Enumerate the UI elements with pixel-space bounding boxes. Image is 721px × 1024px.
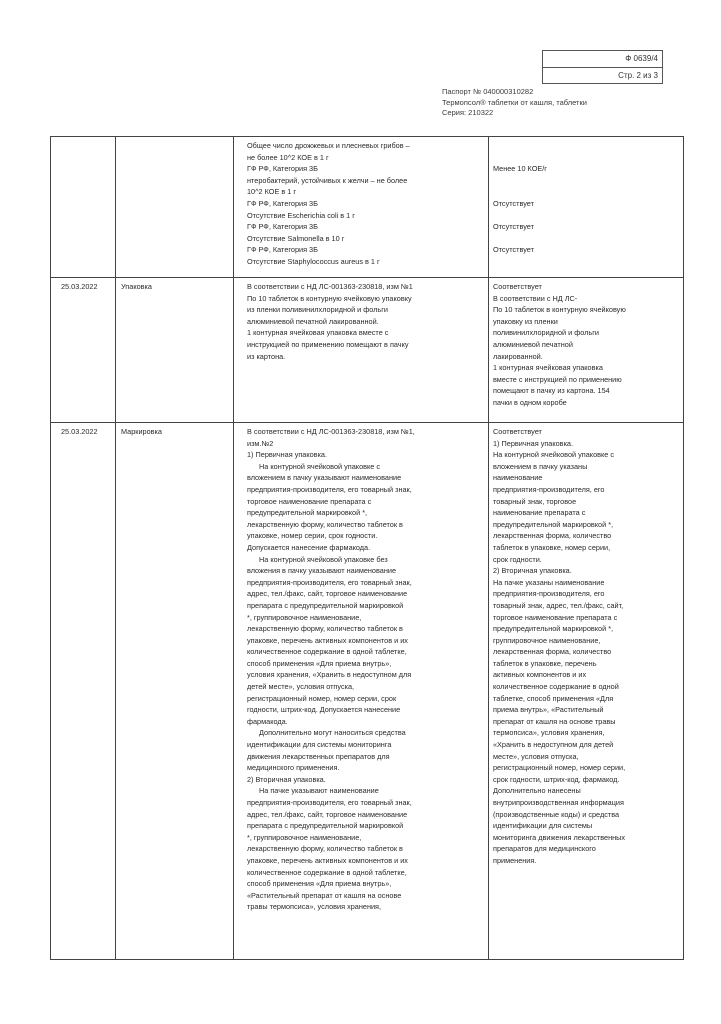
text-line: идентификации для системы мониторинга: [247, 740, 392, 750]
text-line: Отсутствует: [493, 245, 534, 255]
text-line: лекарственную форму, количество таблеток в: [247, 844, 403, 854]
text-line: лекарственную форму, количество таблеток в: [247, 519, 403, 529]
text-line: условия хранения, «Хранить в недоступном для: [247, 670, 412, 680]
text-line: [493, 256, 681, 268]
text-line: способ применения «Для приема внутрь»,: [247, 658, 392, 668]
series-number: Серия: 210322: [442, 108, 494, 117]
text-line: 10^2 КОЕ в 1 г: [247, 187, 297, 197]
text-line: препарата с предупредительной маркировкой: [247, 821, 404, 831]
row-name: Маркировка: [121, 427, 162, 436]
text-line: На пачке указывают наименование: [259, 786, 379, 796]
text-line: адрес, тел./факс, сайт, торговое наименование: [247, 589, 408, 599]
text-line: «Хранить в недоступном для детей: [493, 740, 614, 750]
text-line: Отсутствует: [493, 222, 534, 232]
result-cell: [493, 140, 681, 268]
text-line: [493, 140, 681, 152]
text-line: 1 контурная ячейковая упаковка: [493, 363, 603, 373]
text-line: алюминиевой печатной: [493, 339, 573, 349]
text-line: месте», условия отпуска,: [493, 751, 579, 761]
text-line: В соответствии с НД ЛС-001363-230818, изм №1: [247, 282, 413, 291]
text-line: ГФ РФ, Категория 3Б: [247, 198, 318, 208]
text-line: *, группировочное наименование,: [247, 832, 362, 842]
text-line: пачки в одном коробе: [493, 397, 567, 407]
text-line: 2) Вторичная упаковка.: [247, 774, 326, 784]
text-line: Отсутствие Salmonella в 10 г: [247, 233, 345, 243]
text-line: способ применения «Для приема внутрь»,: [247, 879, 392, 889]
text-line: лекарственная форма, количество: [493, 531, 612, 541]
text-line: мониторинга движения лекарственных: [493, 832, 626, 842]
text-line: лакированной.: [493, 351, 543, 361]
text-line: фармакода.: [247, 716, 288, 726]
text-line: предприятия-производителя, его товарный знак,: [247, 798, 412, 807]
row-name: Упаковка: [121, 282, 152, 291]
text-line: препаратов для медицинского: [493, 844, 596, 854]
text-line: группировочное наименование,: [493, 635, 601, 645]
text-line: [493, 186, 681, 198]
text-line: предприятия-производителя, его товарный знак,: [247, 484, 412, 494]
requirement-cell: [247, 140, 485, 268]
text-line: На контурной ячейковой упаковке с: [259, 461, 381, 471]
text-line: торговое наименование препарата с: [247, 496, 372, 506]
text-line: движения лекарственных препаратов для: [247, 751, 390, 761]
text-line: регистрационный номер, номер серии,: [493, 763, 626, 773]
text-line: *, группировочное наименование,: [247, 612, 362, 622]
text-line: упаковку из пленки: [493, 316, 558, 326]
text-line: Менее 10 КОЕ/г: [493, 164, 547, 174]
text-line: упаковке, перечень активных компонентов и их: [247, 855, 408, 865]
text-line: [493, 152, 681, 164]
text-line: из картона.: [247, 351, 286, 361]
text-line: ГФ РФ, Категория 3Б: [247, 245, 318, 255]
text-line: термопсиса», условия хранения,: [493, 728, 605, 738]
text-line: Общее число дрожжевых и плесневых грибов –: [247, 141, 410, 150]
text-line: применения.: [493, 855, 537, 865]
text-line: поливинилхлоридной и фольги: [493, 328, 599, 338]
page-number: Стр. 2 из 3: [618, 71, 658, 80]
text-line: предупредительной маркировкой *,: [247, 508, 368, 518]
row-divider: [51, 422, 683, 423]
text-line: алюминиевой печатной лакированной.: [247, 316, 379, 326]
text-line: вложением в пачку указывают наименование: [247, 473, 402, 483]
column-divider: [115, 137, 116, 959]
result-cell: [493, 426, 681, 867]
text-line: таблеток в упаковке, перечень: [493, 658, 597, 668]
text-line: предприятия-производителя, его товарный знак,: [247, 577, 412, 587]
result-cell: [493, 281, 681, 409]
text-line: из пленки поливинилхлоридной и фольги: [247, 305, 388, 315]
text-line: По 10 таблеток в контурную ячейковую: [493, 305, 626, 315]
text-line: годности, штрих-код. Допускается нанесение: [247, 705, 401, 715]
text-line: внутрипроизводственная информация: [493, 798, 624, 807]
text-line: 1) Первичная упаковка.: [247, 450, 328, 460]
text-line: Отсутствие Escherichia coli в 1 г: [247, 210, 355, 220]
text-line: На контурной ячейковой упаковке без: [259, 554, 388, 564]
text-line: Соответствует: [493, 427, 542, 436]
text-line: товарный знак, торговое: [493, 496, 577, 506]
text-line: вместе с инструкцией по применению: [493, 374, 622, 384]
text-line: упаковке, номер серии, срок годности.: [247, 531, 378, 541]
text-line: Допускается нанесение фармакода.: [247, 542, 371, 552]
text-line: не более 10^2 КОЕ в 1 г: [247, 152, 329, 162]
row-date: 25.03.2022: [61, 427, 98, 436]
text-line: лекарственную форму, количество таблеток в: [247, 624, 403, 634]
text-line: 1 контурная ячейковая упаковка вместе с: [247, 328, 389, 338]
passport-number: Паспорт № 040000310282: [442, 87, 534, 96]
text-line: предупредительной маркировкой *,: [493, 624, 614, 634]
column-divider: [233, 137, 234, 959]
text-line: Отсутствует: [493, 198, 534, 208]
text-line: предприятия-производителя, его: [493, 484, 605, 494]
text-line: помещают в пачку из картона. 154: [493, 386, 610, 396]
text-line: лекарственная форма, количество: [493, 647, 612, 657]
text-line: медицинского применения.: [247, 763, 340, 773]
analysis-table: [50, 136, 684, 960]
text-line: регистрационный номер, номер серии, срок: [247, 693, 397, 703]
row-divider: [51, 277, 683, 278]
text-line: количественное содержание в одной: [493, 682, 619, 692]
text-line: активных компонентов и их: [493, 670, 587, 680]
product-name: Термопсол® таблетки от кашля, таблетки: [442, 97, 587, 107]
text-line: таблеток в упаковке, номер серии,: [493, 542, 611, 552]
text-line: детей месте», условия отпуска,: [247, 682, 355, 692]
text-line: идентификации для системы: [493, 821, 593, 831]
row-date: 25.03.2022: [61, 282, 98, 291]
text-line: наименование препарата с: [493, 508, 586, 518]
text-line: Отсутствие Staphylococcus aureus в 1 г: [247, 256, 380, 266]
text-line: торговое наименование препарата с: [493, 612, 618, 622]
text-line: ГФ РФ, Категория 3Б: [247, 164, 318, 174]
text-line: инструкцией по применению помещают в пачку: [247, 339, 409, 349]
text-line: По 10 таблеток в контурную ячейковую упаковку: [247, 293, 412, 303]
text-line: (производственные коды) и средства: [493, 809, 620, 819]
document-header: [442, 87, 662, 119]
text-line: наименование: [493, 473, 543, 483]
text-line: ГФ РФ, Категория 3Б: [247, 222, 318, 232]
text-line: «Растительный препарат от кашля на основе: [247, 890, 402, 900]
text-line: срок годности, штрих-код, фармакод.: [493, 774, 620, 784]
text-line: товарный знак, адрес, тел./факс, сайт,: [493, 600, 624, 610]
text-line: изм.№2: [247, 438, 274, 448]
text-line: упаковке, перечень активных компонентов и их: [247, 635, 408, 645]
column-divider: [488, 137, 489, 959]
text-line: предприятия-производителя, его: [493, 589, 605, 599]
text-line: вложения в пачку указывают наименование: [247, 566, 396, 576]
text-line: таблетке, способ применения «Для: [493, 693, 614, 703]
form-code-box: [542, 50, 663, 84]
form-code: Ф 0639/4: [543, 51, 662, 68]
requirement-cell: [247, 426, 485, 913]
text-line: нтеробактерий, устойчивых к желчи – не более: [247, 175, 408, 185]
text-line: количественное содержание в одной таблетке,: [247, 647, 407, 657]
text-line: препарата с предупредительной маркировкой: [247, 600, 404, 610]
text-line: Дополнительно могут наноситься средства: [259, 728, 406, 738]
text-line: [493, 175, 681, 187]
text-line: приема внутрь», «Растительный: [493, 705, 604, 715]
text-line: 1) Первичная упаковка.: [493, 438, 574, 448]
text-line: На пачке указаны наименование: [493, 577, 605, 587]
text-line: Дополнительно нанесены: [493, 786, 581, 796]
text-line: В соответствии с НД ЛС-001363-230818, изм №1,: [247, 427, 415, 436]
requirement-cell: [247, 281, 485, 362]
text-line: На контурной ячейковой упаковке с: [493, 450, 615, 460]
text-line: 2) Вторичная упаковка.: [493, 566, 572, 576]
text-line: В соответствии с НД ЛС-: [493, 293, 578, 303]
text-line: травы термопсиса», условия хранения,: [247, 902, 382, 912]
text-line: [493, 210, 681, 222]
text-line: адрес, тел./факс, сайт, торговое наименование: [247, 809, 408, 819]
text-line: срок годности.: [493, 554, 542, 564]
text-line: предупредительной маркировкой *,: [493, 519, 614, 529]
text-line: препарат от кашля на основе травы: [493, 716, 616, 726]
text-line: Соответствует: [493, 282, 542, 291]
text-line: вложением в пачку указаны: [493, 461, 588, 471]
text-line: количественное содержание в одной таблетке,: [247, 867, 407, 877]
text-line: [493, 233, 681, 245]
